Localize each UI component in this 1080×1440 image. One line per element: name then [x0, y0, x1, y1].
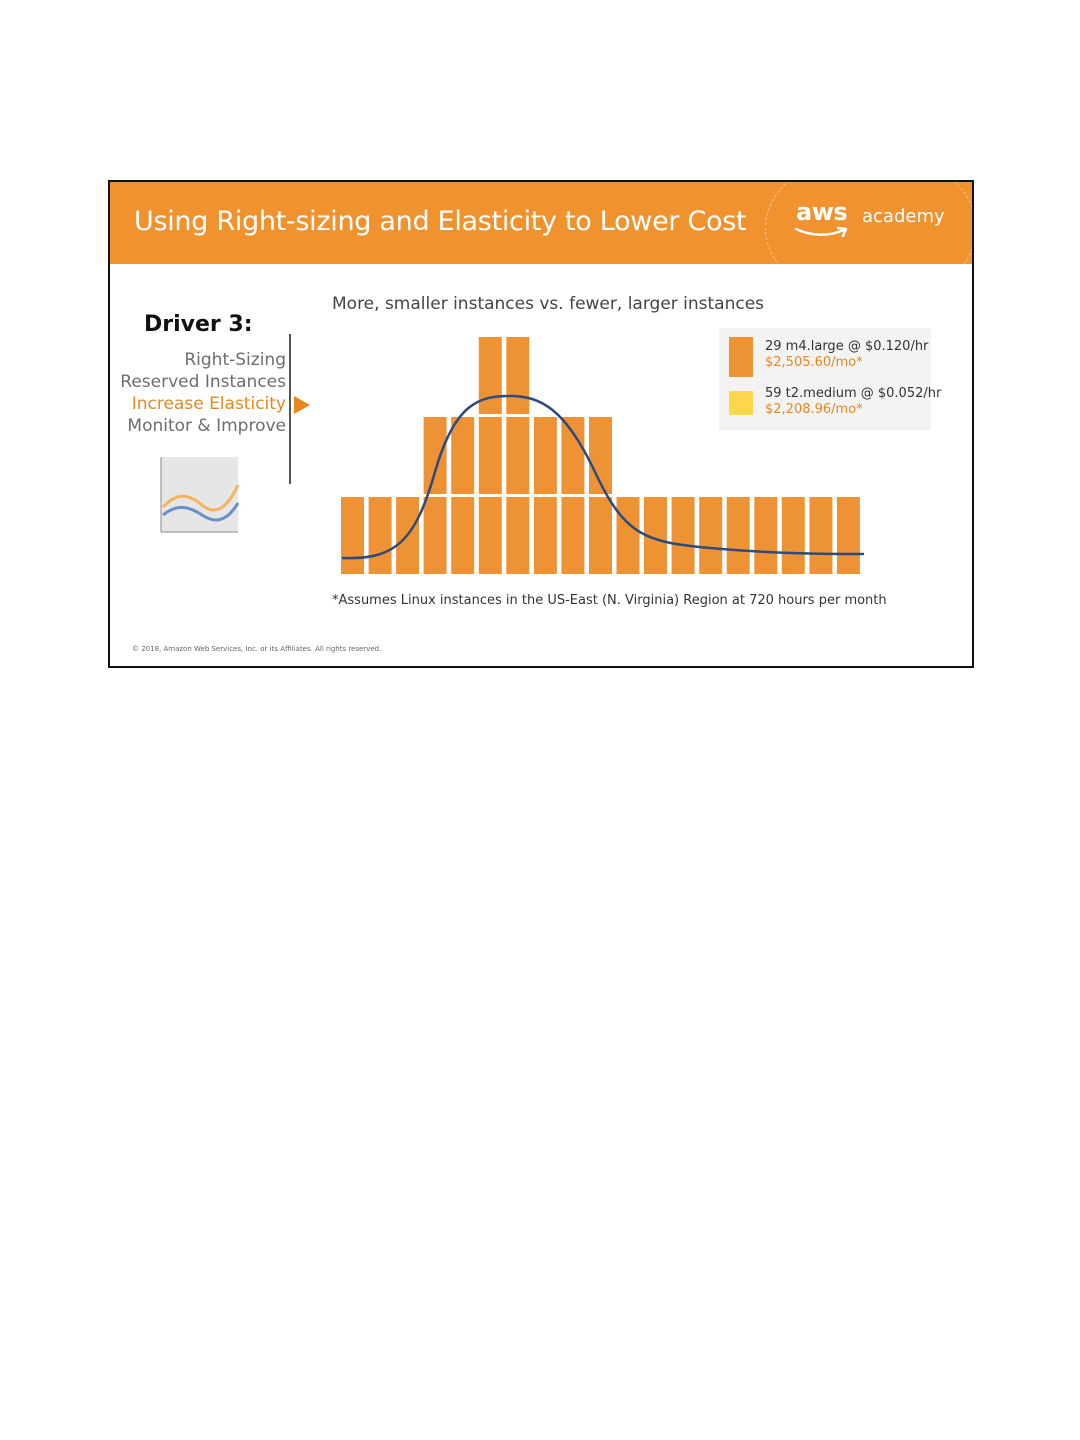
legend-swatch-large [729, 337, 753, 377]
driver-item-increase-elasticity: Increase Elasticity [131, 394, 286, 414]
instance-block [424, 497, 447, 574]
instance-block [534, 497, 557, 574]
chart-legend [719, 328, 942, 430]
instance-block [451, 417, 474, 494]
driver-item-right-sizing: Right-Sizing [184, 350, 286, 370]
footnote: *Assumes Linux instances in the US-East (N. Virginia) Region at 720 hours per month [332, 593, 887, 608]
driver-item-reserved-instances: Reserved Instances [120, 372, 286, 392]
instance-block [534, 417, 557, 494]
instance-block [506, 497, 529, 574]
instance-block [479, 337, 502, 414]
driver-item-monitor-improve: Monitor & Improve [127, 416, 286, 436]
instance-block [341, 497, 364, 574]
copyright-notice: © 2018, Amazon Web Services, Inc. or its Affiliates. All rights reserved. [132, 645, 382, 653]
instance-block [561, 417, 584, 494]
instance-block [699, 497, 722, 574]
instance-block [479, 417, 502, 494]
instance-block [479, 497, 502, 574]
legend-label-small: 59 t2.medium @ $0.052/hr [765, 386, 942, 401]
legend-cost-small: $2,208.96/mo* [765, 402, 863, 417]
instance-block [754, 497, 777, 574]
slide-title: Using Right-sizing and Elasticity to Lower Cost [134, 206, 747, 237]
slide [108, 180, 974, 668]
instance-block [506, 337, 529, 414]
instance-block [782, 497, 805, 574]
instance-block [617, 497, 640, 574]
legend-swatch-small [729, 391, 753, 415]
instance-block [424, 417, 447, 494]
instance-block [561, 497, 584, 574]
instance-block [451, 497, 474, 574]
instance-block [809, 497, 832, 574]
legend-cost-large: $2,505.60/mo* [765, 355, 863, 370]
academy-text: academy [862, 206, 945, 227]
instance-block [506, 417, 529, 494]
instance-block [369, 497, 392, 574]
instance-block [672, 497, 695, 574]
chart-title: More, smaller instances vs. fewer, larger instances [332, 294, 765, 314]
legend-label-large: 29 m4.large @ $0.120/hr [765, 339, 929, 354]
aws-logo-text: aws [796, 198, 848, 226]
instance-block [589, 497, 612, 574]
instance-block [727, 497, 750, 574]
driver-heading: Driver 3: [144, 312, 253, 337]
instance-block [837, 497, 860, 574]
